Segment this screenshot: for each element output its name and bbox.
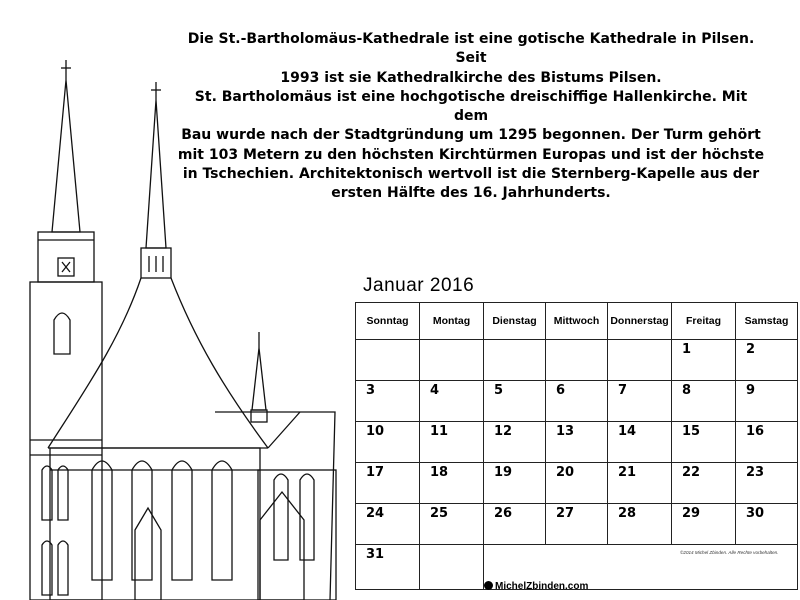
- day-cell: 25: [420, 504, 484, 545]
- day-cell: 6: [546, 381, 608, 422]
- week-row: [356, 381, 798, 422]
- calendar-title: Januar 2016: [363, 275, 475, 296]
- calendar-grid: [355, 302, 798, 590]
- day-cell: 27: [546, 504, 608, 545]
- intro-line: in Tschechien. Architektonisch wertvoll ist die Sternberg-Kapelle aus der: [182, 166, 760, 183]
- day-cell: [484, 340, 546, 381]
- day-cell: 21: [608, 463, 672, 504]
- weekday-header: Sonntag: [356, 303, 420, 340]
- day-cell: 31: [356, 545, 420, 590]
- weekday-header: Montag: [420, 303, 484, 340]
- weekday-header: Mittwoch: [546, 303, 608, 340]
- copyright-notice: ©2014 Michel Zbinden. Alle Rechte vorbehalten.: [680, 550, 779, 555]
- week-row: [356, 504, 798, 545]
- intro-line: Die St.-Bartholomäus-Kathedrale ist eine gotische Kathedrale in Pilsen. Seit: [187, 31, 755, 67]
- day-cell: 17: [356, 463, 420, 504]
- day-cell: 28: [608, 504, 672, 545]
- day-cell: 16: [736, 422, 798, 463]
- weekday-header-row: [356, 303, 798, 340]
- weekday-header: Freitag: [672, 303, 736, 340]
- day-cell: [420, 340, 484, 381]
- day-cell: 9: [736, 381, 798, 422]
- day-cell: 8: [672, 381, 736, 422]
- day-cell: 14: [608, 422, 672, 463]
- day-cell: 24: [356, 504, 420, 545]
- day-cell: 12: [484, 422, 546, 463]
- day-cell: 19: [484, 463, 546, 504]
- day-cell: 10: [356, 422, 420, 463]
- brand-name: MichelZbinden.com: [495, 581, 589, 592]
- weekday-header: Samstag: [736, 303, 798, 340]
- week-row: [356, 340, 798, 381]
- intro-line: ersten Hälfte des 16. Jahrhunderts.: [331, 185, 611, 202]
- intro-line: Bau wurde nach der Stadtgründung um 1295 begonnen. Der Turm gehört: [181, 127, 761, 144]
- brand-logo-icon: [484, 581, 493, 590]
- day-cell: 26: [484, 504, 546, 545]
- day-cell: [608, 340, 672, 381]
- cathedral-illustration: [0, 50, 355, 600]
- day-cell: 13: [546, 422, 608, 463]
- day-cell: [546, 340, 608, 381]
- day-cell: 11: [420, 422, 484, 463]
- week-row: [356, 463, 798, 504]
- day-cell: 3: [356, 381, 420, 422]
- week-row: [356, 422, 798, 463]
- day-cell: 18: [420, 463, 484, 504]
- brand-footer: [484, 581, 588, 592]
- day-cell: [420, 545, 484, 590]
- day-cell: 29: [672, 504, 736, 545]
- intro-line: 1993 ist sie Kathedralkirche des Bistums Pilsen.: [280, 69, 662, 86]
- day-cell: 20: [546, 463, 608, 504]
- intro-line: mit 103 Metern zu den höchsten Kirchtürmen Europas und ist der höchste: [177, 146, 765, 163]
- day-cell: 22: [672, 463, 736, 504]
- weekday-header: Dienstag: [484, 303, 546, 340]
- day-cell: 1: [672, 340, 736, 381]
- day-cell: 7: [608, 381, 672, 422]
- day-cell: 15: [672, 422, 736, 463]
- weekday-header: Donnerstag: [608, 303, 672, 340]
- day-cell: [356, 340, 420, 381]
- day-cell: 4: [420, 381, 484, 422]
- day-cell: 23: [736, 463, 798, 504]
- day-cell: 2: [736, 340, 798, 381]
- day-cell: 30: [736, 504, 798, 545]
- intro-line: St. Bartholomäus ist eine hochgotische dreischiffige Hallenkirche. Mit dem: [194, 88, 748, 125]
- day-cell: 5: [484, 381, 546, 422]
